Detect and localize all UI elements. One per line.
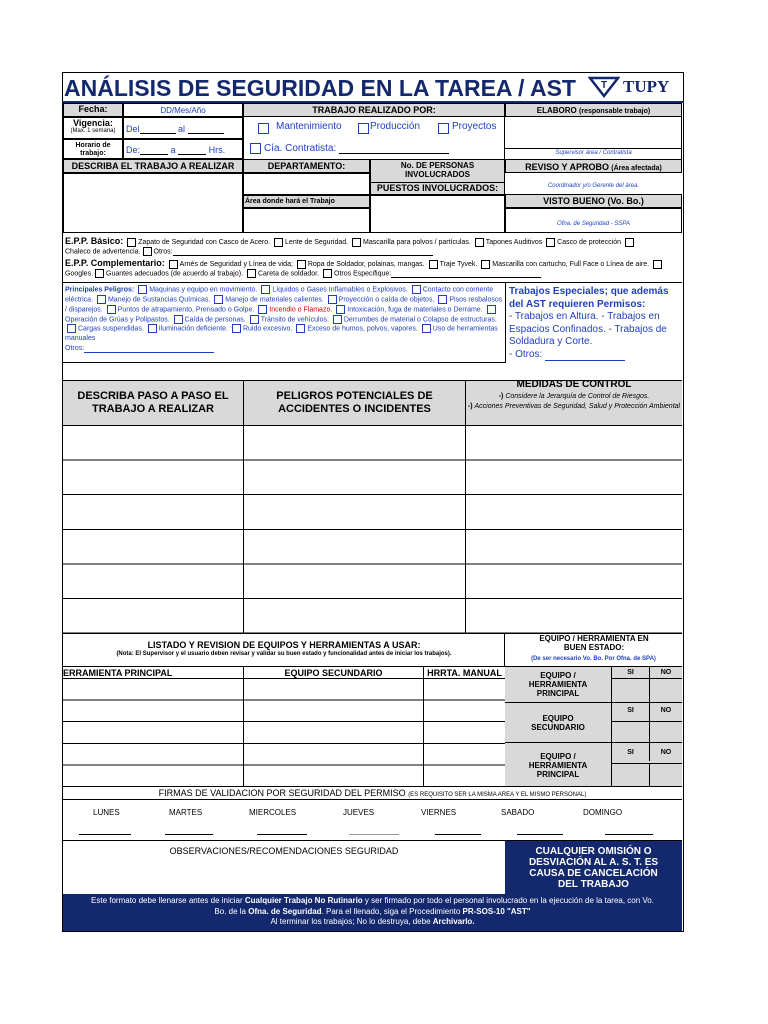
si-label-2: SI	[612, 703, 650, 721]
no-box-1[interactable]	[650, 679, 682, 703]
estado-row-secundario: EQUIPO SECUNDARIO	[505, 703, 612, 743]
day-miercoles: MIERCOLES	[249, 808, 297, 817]
ofna-note: Ofna. de Seguridad - SSPA	[557, 221, 630, 227]
mantenimiento-label: Mantenimiento	[276, 121, 342, 132]
signature-line-miercoles[interactable]	[257, 834, 307, 835]
day-viernes: VIERNES	[421, 808, 457, 817]
area-label: Área donde hará el Trabajo	[243, 195, 370, 208]
estado-note: (De ser necesario Vo. Bo. Por Ofna. de SPA)	[531, 656, 656, 662]
departamento-field[interactable]	[243, 173, 370, 195]
footer-note: Este formato debe llenarse antes de iniciar Cualquier Trabajo No Rutinario y ser firmado por todo el personal involucrado en la ejecución de la tarea, con Vo. Bo. de la Ofna. de Seguridad. Para el llenado, siga el Procedimiento PR-SOS-10 "AST" Al terminar los trabajos; No lo destruya, debe Archivarlo.	[63, 894, 682, 931]
trabajo-realizado-label: TRABAJO REALIZADO POR:	[243, 103, 505, 117]
pasos-col3-header: MEDIDAS DE CONTROL -) Considere la Jerarquía de Control de Riesgos. -) Acciones Preventivas de Seguridad, Salud y Protección Ambiental	[467, 379, 681, 410]
describa-trabajo-field[interactable]	[63, 173, 243, 233]
visto-bueno-label: VISTO BUENO (Vo. Bo.)	[505, 194, 682, 208]
no-label-3: NO	[660, 749, 672, 756]
company-logo	[588, 74, 682, 100]
trabajo-box	[243, 117, 505, 159]
supervisor-note: Supervisor área / Contratista	[505, 148, 682, 157]
observaciones-label: OBSERVACIONES/RECOMENDACIONES SEGURIDAD	[169, 846, 399, 856]
elaboro-label: ELABORO (responsable trabajo)	[505, 103, 682, 117]
firmas-days	[63, 808, 682, 838]
si-label-1: SI	[612, 667, 650, 679]
epp-basico: E.P.P. Básico: Zapato de Seguridad con Casco de Acero. Lente de Seguridad. Mascarilla para polvos / partículas. Tapones Auditivos Casco de protección Chaleco de advertencia. Otros:	[65, 236, 680, 256]
fecha-field[interactable]: DD/Mes/Año	[123, 103, 243, 117]
day-jueves: JUEVES	[343, 808, 375, 817]
equipos-title: LISTADO Y REVISION DE EQUIPOS Y HERRAMIENTAS A USAR:	[147, 640, 421, 650]
pasos-table-body[interactable]	[63, 426, 682, 634]
vigencia-label: Vigencia: (Max. 1 semana)	[63, 117, 123, 139]
peligros-list: Principales Peligros: Maquinas y equipo en movimiento. Líquidos o Gases Inflamables o Explosivos. Contacto con corriente eléctrica. Manejo de Sustancias Químicas. Manejo de materiales calientes. Proyección o caída de objetos. Pisos resbalosos / disparejos. Puntos de atrapamiento, Prensado o Golpe. Incendio o Flamazo. Intoxicación, fuga de materiales o Derrame. Operación de Grúas y Polipastos. Caída de personas. Tránsito de vehículos. Derrumbes de material o Colapso de estructuras. Cargas suspendidas. Iluminación deficiente. Ruido excesivo. Exceso de humos, polvos, vapores. Uso de herramientas manuales Otros:	[65, 286, 503, 352]
fecha-label: Fecha:	[63, 103, 123, 117]
estado-row-principal-2: EQUIPO / HERRAMIENTA PRINCIPAL	[505, 743, 612, 787]
no-label-1: NO	[650, 667, 682, 679]
vigencia-field[interactable]: Del al	[123, 117, 243, 139]
signature-line-lunes[interactable]	[79, 834, 131, 835]
trabajos-especiales: Trabajos Especiales; que además del AST requieren Permisos: - Trabajos en Altura. - Trabajos en Espacios Confinados. - Trabajos de Soldadura y Corte. - Otros:	[509, 286, 669, 360]
day-martes: MARTES	[169, 808, 203, 817]
page-title: ANÁLISIS DE SEGURIDAD EN LA TAREA / AST	[64, 75, 576, 101]
pasos-col2-header: PELIGROS POTENCIALES DE ACCIDENTES O INCIDENTES	[244, 381, 466, 425]
reviso-label: REVISO Y APROBO (Área afectada)	[505, 159, 682, 173]
day-domingo: DOMINGO	[583, 808, 623, 817]
col-manual-header: HRRTA. MANUAL	[423, 666, 505, 679]
describa-trabajo-label: DESCRIBA EL TRABAJO A REALIZAR	[63, 159, 243, 173]
no-box-2[interactable]	[650, 721, 682, 743]
firmas-title: FIRMAS DE VALIDACION POR SEGURIDAD DEL PERMISO (ES REQUISITO SER LA MISMA AREA Y EL MISMO PERSONAL)	[158, 788, 587, 798]
puestos-field[interactable]	[370, 195, 505, 233]
col-principal-header: ERRAMIENTA PRINCIPAL	[63, 666, 243, 679]
equipos-table-body[interactable]	[63, 679, 506, 787]
svg-text:T: T	[600, 80, 608, 91]
area-field[interactable]	[243, 208, 370, 233]
tupy-logo-icon	[588, 76, 620, 98]
horario-label: Horario de trabajo:	[63, 139, 123, 159]
signature-line-martes[interactable]	[165, 834, 213, 835]
epp-complementario: E.P.P. Complementario: Arnés de Seguridad y Línea de vida; Ropa de Soldador, polainas, mangas. Traje Tyvek. Mascarilla con cartucho, Full Face o Línea de aire. Googles. Guantes adecuados (de acuerdo al trabajo). Careta de soldador. Otros Especifique:	[65, 258, 680, 280]
observaciones-field[interactable]	[63, 858, 505, 894]
si-box-1[interactable]	[612, 679, 650, 703]
si-box-2[interactable]	[612, 721, 650, 743]
estado-title: EQUIPO / HERRAMIENTA EN BUEN ESTADO:	[539, 634, 649, 652]
personas-label: No. DE PERSONAS INVOLUCRADOS	[370, 159, 505, 183]
pasos-col1-header: DESCRIBA PASO A PASO EL TRABAJO A REALIZAR	[63, 381, 244, 425]
signature-line-sabado[interactable]	[517, 834, 563, 835]
coordinador-note: Coordinador y/o Gerente del área.	[547, 183, 640, 189]
signature-line-viernes[interactable]	[435, 834, 481, 835]
signature-line-jueves[interactable]	[349, 834, 399, 835]
si-label-3: SI	[612, 743, 650, 761]
equipos-note: (Nota: El Supervisor y el usuario deben revisar y validar su buen estado y funcionalidad antes de iniciar los trabajos).	[116, 651, 452, 657]
si-box-3[interactable]	[612, 763, 650, 787]
col-secundario-header: EQUIPO SECUNDARIO	[243, 666, 423, 679]
signature-line-domingo[interactable]	[605, 834, 653, 835]
produccion-label: Producción	[370, 121, 421, 132]
day-sabado: SABADO	[501, 808, 535, 817]
cia-contratista[interactable]: Cía. Contratista:	[250, 143, 500, 157]
cancelacion-warning: CUALQUIER OMISIÓN O DESVIACIÓN AL A. S. T. ES CAUSA DE CANCELACIÓN DEL TRABAJO	[505, 841, 682, 894]
day-lunes: LUNES	[93, 808, 120, 817]
estado-row-principal: EQUIPO / HERRAMIENTA PRINCIPAL	[505, 667, 612, 703]
no-label-2: NO	[660, 707, 672, 714]
puestos-label: PUESTOS INVOLUCRADOS:	[370, 183, 505, 195]
departamento-label: DEPARTAMENTO:	[243, 159, 370, 173]
logo-text: TUPY	[623, 77, 670, 96]
no-box-3[interactable]	[650, 763, 682, 787]
horario-field[interactable]: De: a Hrs.	[123, 139, 243, 159]
proyectos-label: Proyectos	[452, 121, 497, 132]
firmas-rule	[63, 799, 682, 800]
